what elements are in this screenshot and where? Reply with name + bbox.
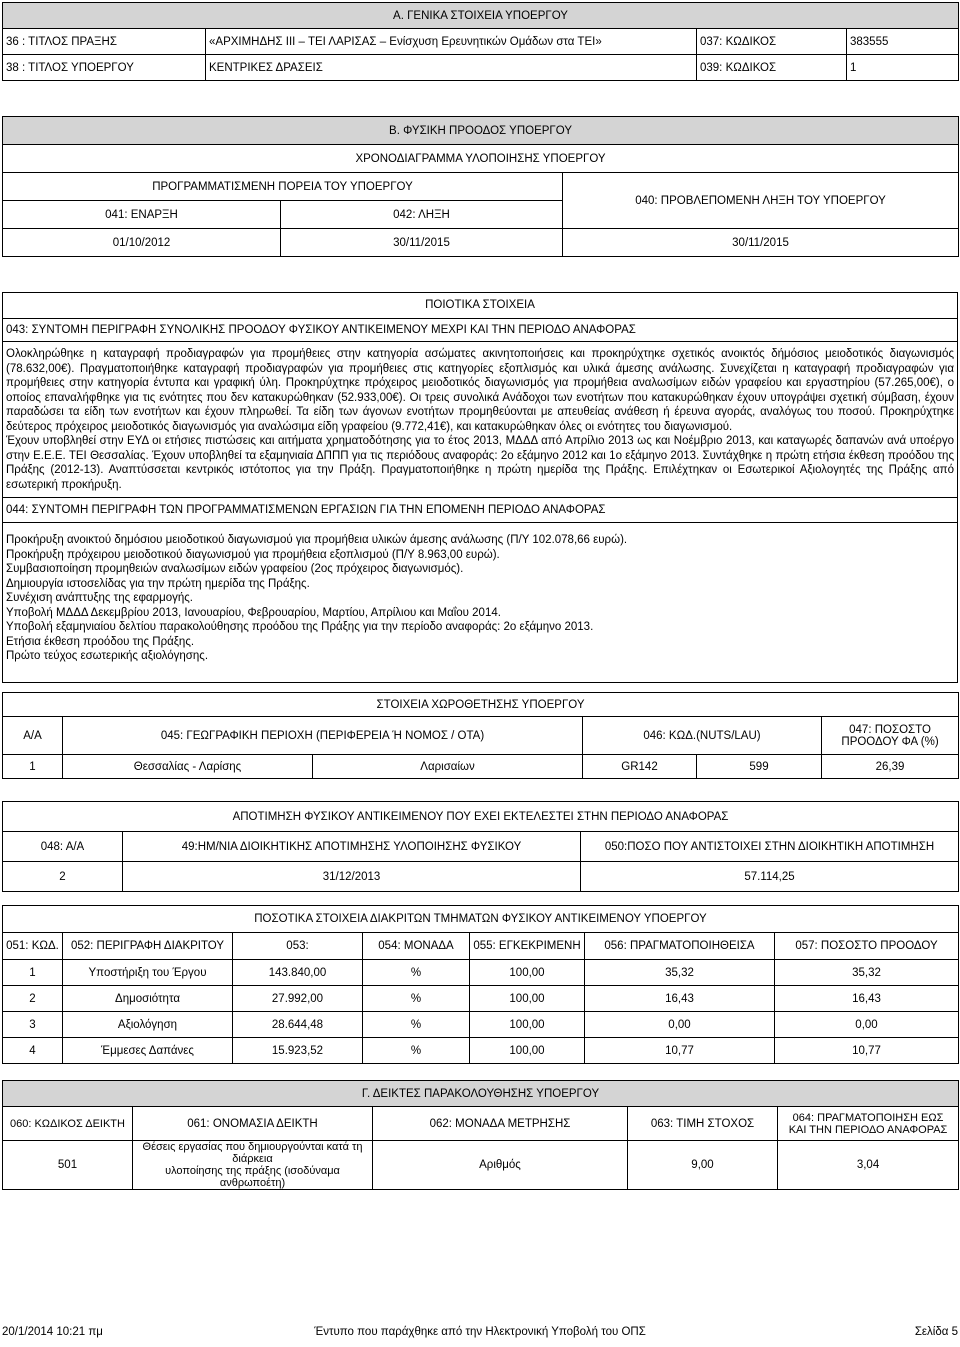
distinct-done-header: 056: ΠΡΑΓΜΑΤΟΠΟΙΗΘΕΙΣΑ (585, 933, 775, 960)
distinct-done: 0,00 (585, 1012, 775, 1038)
start-date: 01/10/2012 (3, 229, 281, 257)
valuation-aa-header: 048: Α/Α (3, 832, 123, 862)
qualitative-title: ΠΟΙΟΤΙΚΑ ΣΤΟΙΧΕΙΑ (3, 293, 957, 319)
distinct-done: 16,43 (585, 986, 775, 1012)
distinct-code: 3 (3, 1012, 63, 1038)
location-title: ΣΤΟΙΧΕΙΑ ΧΩΡΟΘΕΤΗΣΗΣ ΥΠΟΕΡΓΟΥ (3, 693, 959, 717)
list-item: Προκήρυξη ανοικτού δημόσιου μειοδοτικού διαγωνισμού για προμήθεια υλικών άμεσης ανάλωσης (Π/Υ 102.078,66 ευρώ). (6, 534, 628, 546)
distinct-approved: 100,00 (470, 1038, 585, 1064)
list-item: Ετήσια έκθεση προόδου της Πράξης. (6, 635, 195, 648)
planned-work-heading: 044: ΣΥΝΤΟΜΗ ΠΕΡΙΓΡΑΦΗ ΤΩΝ ΠΡΟΓΡΑΜΜΑΤΙΣΜΕΝΩΝ ΕΡΓΑΣΙΩΝ ΓΙΑ ΤΗΝ ΕΠΟΜΕΝΗ ΠΕΡΙΟΔΟ ΑΝΑΦΟΡΑΣ (3, 497, 957, 523)
distinct-code: 2 (3, 986, 63, 1012)
action-title-label: 36 : ΤΙΤΛΟΣ ΠΡΑΞΗΣ (3, 29, 206, 55)
indicator-unit: Αριθμός (373, 1141, 628, 1190)
overall-progress-text-2: Έχουν υποβληθεί στην ΕΥΔ οι ετήσιες πιστώσεις και αιτήματα χρηματοδότησης για το έτος 2013, ΜΔΔΔ από Απρίλιο 2013 ως και Νοέμβριο 2013, και καταγωρές δαπανών ανά υποέργο στην Ε.Ε.Ε. ΤΕΙ Θεσσαλίας. Έχουν υποβληθεί τα εξαμηνιαία ΔΠΠΠ για τις περιόδους αναφοράς: 2ο εξάμηνο 2012 και 1ο εξάμηνο 2013. Συντάχθηκε η πρώτη ετήσια έκθεση προόδου της Πράξης (2012-13). Αναπτύσσεται κεντρικός ιστότοπος για την Πράξη. Πραγματοποιήθηκε η πρώτη ημερίδα της Πράξης. Επιλέχτηκαν οι Εσωτερικοί Αξιολογητές της Πράξης από εσωτερική προκήρυξη. (6, 435, 954, 491)
footer-page-number: Σελίδα 5 (914, 1326, 958, 1338)
footer-source: Έντυπο που παράχθηκε από την Ηλεκτρονική Υποβολή του ΟΠΣ (314, 1326, 646, 1338)
table-row (3, 29, 959, 55)
indicator-target-header: 063: ΤΙΜΗ ΣΤΟΧΟΣ (628, 1107, 778, 1141)
distinct-done: 10,77 (585, 1038, 775, 1064)
planned-work-list (3, 523, 957, 664)
distinct-pct: 35,32 (775, 960, 959, 986)
expected-end-header: 040: ΠΡΟΒΛΕΠΟΜΕΝΗ ΛΗΞΗ ΤΟΥ ΥΠΟΕΡΓΟΥ (563, 173, 959, 229)
qualitative-section (2, 292, 958, 683)
location-pct: 26,39 (822, 755, 959, 779)
list-item: Προκήρυξη πρόχειρου μειοδοτικού διαγωνισμού για προμήθεια εξοπλισμού (Π/Υ 8.963,00 ευρώ). (6, 548, 500, 561)
indicator-target: 9,00 (628, 1141, 778, 1190)
page-footer (2, 1326, 958, 1342)
end-header: 042: ΛΗΞΗ (281, 201, 563, 229)
distinct-053: 15.923,52 (233, 1038, 363, 1064)
list-item: Υποβολή ΜΔΔΔ Δεκεμβρίου 2013, Ιανουαρίου, Φεβρουαρίου, Μαρτίου, Απρίλιου και Μαΐου 2014. (6, 606, 501, 619)
valuation-title: ΑΠΟΤΙΜΗΣΗ ΦΥΣΙΚΟΥ ΑΝΤΙΚΕΙΜΕΝΟΥ ΠΟΥ ΕΧΕΙ ΕΚΤΕΛΕΣΤΕΙ ΣΤΗΝ ΠΕΡΙΟΔΟ ΑΝΑΦΟΡΑΣ (3, 802, 959, 832)
distinct-approved: 100,00 (470, 960, 585, 986)
nuts-code-header: 046: ΚΩΔ.(NUTS/LAU) (583, 717, 822, 755)
indicator-name-line2: υλοποίησης της πράξης (ισοδύναμα ανθρωποέτη) (165, 1165, 340, 1189)
indicator-code: 501 (3, 1141, 133, 1190)
list-item: Συνέχιση ανάπτυξης της εφαρμογής. (6, 592, 194, 604)
distinct-pct: 0,00 (775, 1012, 959, 1038)
distinct-unit: % (363, 1012, 470, 1038)
valuation-aa: 2 (3, 862, 123, 892)
subproject-code-value: 1 (847, 55, 959, 81)
physical-progress-table (2, 116, 959, 257)
schedule-subtitle: ΧΡΟΝΟΔΙΑΓΡΑΜΜΑ ΥΛΟΠΟΙΗΣΗΣ ΥΠΟΕΡΓΟΥ (3, 145, 959, 173)
location-region: Θεσσαλίας - Λαρίσης (63, 755, 313, 779)
distinct-parts-table (2, 905, 959, 1064)
table-row (3, 960, 959, 986)
distinct-desc: Υποστήριξη του Έργου (63, 960, 233, 986)
distinct-unit: % (363, 960, 470, 986)
distinct-053: 143.840,00 (233, 960, 363, 986)
valuation-amount: 57.114,25 (581, 862, 959, 892)
action-code-value: 383555 (847, 29, 959, 55)
subproject-title-value: ΚΕΝΤΡΙΚΕΣ ΔΡΑΣΕΙΣ (206, 55, 697, 81)
distinct-unit: % (363, 1038, 470, 1064)
table-row (3, 862, 959, 892)
list-item: Δημιουργία ιστοσελίδας για την πρώτη ημερίδα της Πράξης. (6, 577, 310, 590)
action-title-value: «ΑΡΧΙΜΗΔΗΣ ΙΙΙ – ΤΕΙ ΛΑΡΙΣΑΣ – Ενίσχυση Ερευνητικών Ομάδων στα ΤΕΙ» (206, 29, 697, 55)
distinct-053-header: 053: (233, 933, 363, 960)
location-lau: 599 (697, 755, 822, 779)
end-date: 30/11/2015 (281, 229, 563, 257)
section-b-title: Β. ΦΥΣΙΚΗ ΠΡΟΟΔΟΣ ΥΠΟΕΡΓΟΥ (3, 117, 959, 145)
distinct-code: 4 (3, 1038, 63, 1064)
distinct-approved: 100,00 (470, 986, 585, 1012)
table-row (3, 1038, 959, 1064)
valuation-date-header: 49:ΗΜ/ΝΙΑ ΔΙΟΙΚΗΤΙΚΗΣ ΑΠΟΤΙΜΗΣΗΣ ΥΛΟΠΟΙΗΣΗΣ ΦΥΣΙΚΟΥ (123, 832, 581, 862)
table-row (3, 55, 959, 81)
general-info-table (2, 2, 959, 81)
list-item: Υποβολή εξαμηνιαίου δελτίου παρακολούθησης προόδου της Πράξης για την περίοδο αναφοράς: 2ο εξάμηνο 2013. (6, 621, 594, 633)
indicator-name-header: 061: ΟΝΟΜΑΣΙΑ ΔΕΙΚΤΗ (133, 1107, 373, 1141)
distinct-code-header: 051: ΚΩΔ. (3, 933, 63, 960)
list-item: Πρώτο τεύχος εσωτερικής αξιολόγησης. (6, 650, 209, 662)
indicator-real-header-line1: 064: ΠΡΑΓΜΑΤΟΠΟΙΗΣΗ ΕΩΣ (792, 1111, 944, 1124)
valuation-amount-header: 050:ΠΟΣΟ ΠΟΥ ΑΝΤΙΣΤΟΙΧΕΙ ΣΤΗΝ ΔΙΟΙΚΗΤΙΚΗ ΑΠΟΤΙΜΗΣΗ (581, 832, 959, 862)
valuation-date: 31/12/2013 (123, 862, 581, 892)
distinct-desc: Έμμεσες Δαπάνες (63, 1038, 233, 1064)
distinct-pct: 10,77 (775, 1038, 959, 1064)
table-row (3, 755, 959, 779)
distinct-053: 28.644,48 (233, 1012, 363, 1038)
distinct-done: 35,32 (585, 960, 775, 986)
indicator-real-header-line2: ΚΑΙ ΤΗΝ ΠΕΡΙΟΔΟ ΑΝΑΦΟΡΑΣ (788, 1123, 948, 1136)
progress-pct-header-line1: 047: ΠΟΣΟΣΤΟ (849, 723, 931, 736)
distinct-pct-header: 057: ΠΟΣΟΣΤΟ ΠΡΟΟΔΟΥ (775, 933, 959, 960)
distinct-053: 27.992,00 (233, 986, 363, 1012)
overall-progress-text-1: Ολοκληρώθηκε η καταγραφή προδιαγραφών για προμήθειες στην κατηγορία ασώματες ακινητοποιήσεις και προκηρύχτηκε σχετικός ανοικτός δήμόσιος μειοδοτικός διαγωνισμός (78.632,00€). Πραγματοποιήθηκε καταγραφή προδιαγραφών για προμήθειες στις κατηγορίες εξοπλισμός και υλικά άμεσης ανάλωσης. Συνεχίζεται η καταγραφή προδιαγραφών για προμήθειες στην κατηγορία έντυπα και γραφική ύλη. Προκηρύχτηκε πρόχειρος μειοδοτικός διαγωνισμός για προμήθεια αναλωσίμων ειδών γραφείου και εργαστηρίου (57.265,00€), ο οποίος επαναλήφθηκε για τις ενότητες που δεν κατακυρώθηκαν (52.933,00€). Οι τρεις συνολικά Ανάδοχοι των ενοτήτων που κατακυρώθηκαν έχουν υπογράψει σχετική σύμβαση, έχουν παραδώσει τα είδη των ενοτήτων και έχουν πληρωθεί. Τα είδη των άγονων ενοτήτων προμηθεύονται με απευθείας ανάθεση ή έρευνα αγοράς, αναλόγως του ποσού. Προκηρύχτηκε δεύτερος πρόχειρος μειοδοτικός διαγωνισμός για αναλώσιμα είδη γραφείου (9.772,41€), και κατακυρώθηκαν όλες οι ενότητες του διαγωνισμού. (6, 348, 954, 433)
distinct-desc: Δημοσιότητα (63, 986, 233, 1012)
expected-end-date: 30/11/2015 (563, 229, 959, 257)
indicator-code-header: 060: ΚΩΔΙΚΟΣ ΔΕΙΚΤΗ (3, 1107, 133, 1141)
indicator-name (133, 1141, 373, 1190)
table-row (3, 986, 959, 1012)
location-table (2, 692, 959, 779)
distinct-unit: % (363, 986, 470, 1012)
distinct-desc: Αξιολόγηση (63, 1012, 233, 1038)
start-header: 041: ΕΝΑΡΞΗ (3, 201, 281, 229)
table-row (3, 229, 959, 257)
indicator-real: 3,04 (778, 1141, 959, 1190)
indicator-unit-header: 062: ΜΟΝΑΔΑ ΜΕΤΡΗΣΗΣ (373, 1107, 628, 1141)
indicator-real-header (778, 1107, 959, 1141)
table-row (3, 1141, 959, 1190)
planned-course-header: ΠΡΟΓΡΑΜΜΑΤΙΣΜΕΝΗ ΠΟΡΕΙΑ ΤΟΥ ΥΠΟΕΡΓΟΥ (3, 173, 563, 201)
location-ota: Λαρισαίων (313, 755, 583, 779)
list-item: Συμβασιοποίηση προμηθειών αναλωσίμων ειδών γραφείου (2ος πρόχειρος διαγωνισμός). (6, 563, 464, 575)
distinct-unit-header: 054: ΜΟΝΑΔΑ (363, 933, 470, 960)
distinct-desc-header: 052: ΠΕΡΙΓΡΑΦΗ ΔΙΑΚΡΙΤΟΥ (63, 933, 233, 960)
location-aa: 1 (3, 755, 63, 779)
subproject-code-label: 039: ΚΩΔΙΚΟΣ (697, 55, 847, 81)
location-nuts: GR142 (583, 755, 697, 779)
region-header: 045: ΓΕΩΓΡΑΦΙΚΗ ΠΕΡΙΟΧΗ (ΠΕΡΙΦΕΡΕΙΑ Ή ΝΟΜΟΣ / ΟΤΑ) (63, 717, 583, 755)
subproject-title-label: 38 : ΤΙΤΛΟΣ ΥΠΟΕΡΓΟΥ (3, 55, 206, 81)
indicator-name-line1: Θέσεις εργασίας που δημιουργούνται κατά τη διάρκεια (142, 1141, 363, 1165)
distinct-code: 1 (3, 960, 63, 986)
distinct-pct: 16,43 (775, 986, 959, 1012)
distinct-approved: 100,00 (470, 1012, 585, 1038)
action-code-label: 037: ΚΩΔΙΚΟΣ (697, 29, 847, 55)
distinct-approved-header: 055: ΕΓΚΕΚΡΙΜΕΝΗ (470, 933, 585, 960)
indicators-title: Γ. ΔΕΙΚΤΕΣ ΠΑΡΑΚΟΛΟΥΘΗΣΗΣ ΥΠΟΕΡΓΟΥ (3, 1081, 959, 1107)
section-a-title: Α. ΓΕΝΙΚΑ ΣΤΟΙΧΕΙΑ ΥΠΟΕΡΓΟΥ (3, 3, 959, 29)
aa-header: Α/Α (3, 717, 63, 755)
table-row (3, 1012, 959, 1038)
progress-pct-header-line2: ΠΡΟΟΔΟΥ ΦΑ (%) (841, 735, 939, 748)
distinct-title: ΠΟΣΟΤΙΚΑ ΣΤΟΙΧΕΙΑ ΔΙΑΚΡΙΤΩΝ ΤΜΗΜΑΤΩΝ ΦΥΣΙΚΟΥ ΑΝΤΙΚΕΙΜΕΝΟΥ ΥΠΟΕΡΓΟΥ (3, 906, 959, 933)
indicators-table (2, 1080, 959, 1190)
progress-pct-header (822, 717, 959, 755)
overall-progress-heading: 043: ΣΥΝΤΟΜΗ ΠΕΡΙΓΡΑΦΗ ΣΥΝΟΛΙΚΗΣ ΠΡΟΟΔΟΥ ΦΥΣΙΚΟΥ ΑΝΤΙΚΕΙΜΕΝΟΥ ΜΕΧΡΙ ΚΑΙ ΤΗΝ ΠΕΡΙΟΔΟ ΑΝΑΦΟΡΑΣ (3, 319, 957, 342)
footer-datetime: 20/1/2014 10:21 πμ (2, 1326, 103, 1338)
valuation-table (2, 801, 959, 892)
